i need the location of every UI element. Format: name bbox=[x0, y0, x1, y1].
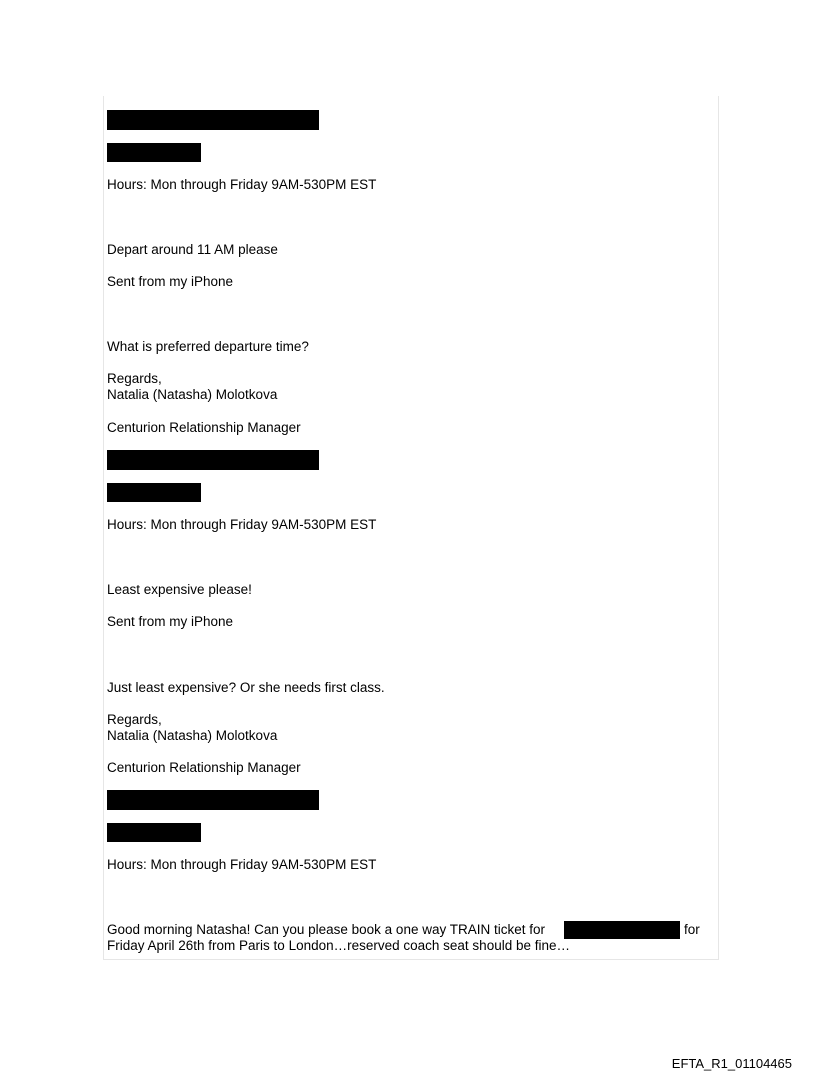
message-text-continued: for bbox=[684, 922, 700, 937]
sender-title: Centurion Relationship Manager bbox=[107, 420, 301, 435]
sender-name: Natalia (Natasha) Molotkova bbox=[107, 728, 278, 743]
redaction-bar bbox=[107, 143, 201, 162]
regards-line: Regards, bbox=[107, 371, 162, 386]
message-text: Depart around 11 AM please bbox=[107, 242, 278, 257]
message-text: Just least expensive? Or she needs first class. bbox=[107, 680, 385, 695]
message-text-line2: Friday April 26th from Paris to London…reserved coach seat should be fine… bbox=[107, 938, 570, 953]
hours-line: Hours: Mon through Friday 9AM-530PM EST bbox=[107, 857, 377, 872]
hours-line: Hours: Mon through Friday 9AM-530PM EST bbox=[107, 177, 377, 192]
sender-name: Natalia (Natasha) Molotkova bbox=[107, 387, 278, 402]
redaction-bar bbox=[564, 921, 680, 939]
sent-from-line: Sent from my iPhone bbox=[107, 614, 234, 629]
document-id: EFTA_R1_01104465 bbox=[671, 1056, 792, 1071]
redaction-bar bbox=[107, 483, 201, 502]
sender-title: Centurion Relationship Manager bbox=[107, 760, 301, 775]
message-text: Least expensive please! bbox=[107, 582, 252, 597]
redaction-bar bbox=[107, 823, 201, 842]
redaction-bar bbox=[107, 450, 319, 470]
sent-from-line: Sent from my iPhone bbox=[107, 274, 234, 289]
message-text: What is preferred departure time? bbox=[107, 339, 309, 354]
redaction-bar bbox=[107, 790, 319, 810]
regards-line: Regards, bbox=[107, 712, 162, 727]
redaction-bar bbox=[107, 110, 319, 130]
message-text: Good morning Natasha! Can you please book a one way TRAIN ticket for bbox=[107, 922, 545, 937]
hours-line: Hours: Mon through Friday 9AM-530PM EST bbox=[107, 517, 377, 532]
